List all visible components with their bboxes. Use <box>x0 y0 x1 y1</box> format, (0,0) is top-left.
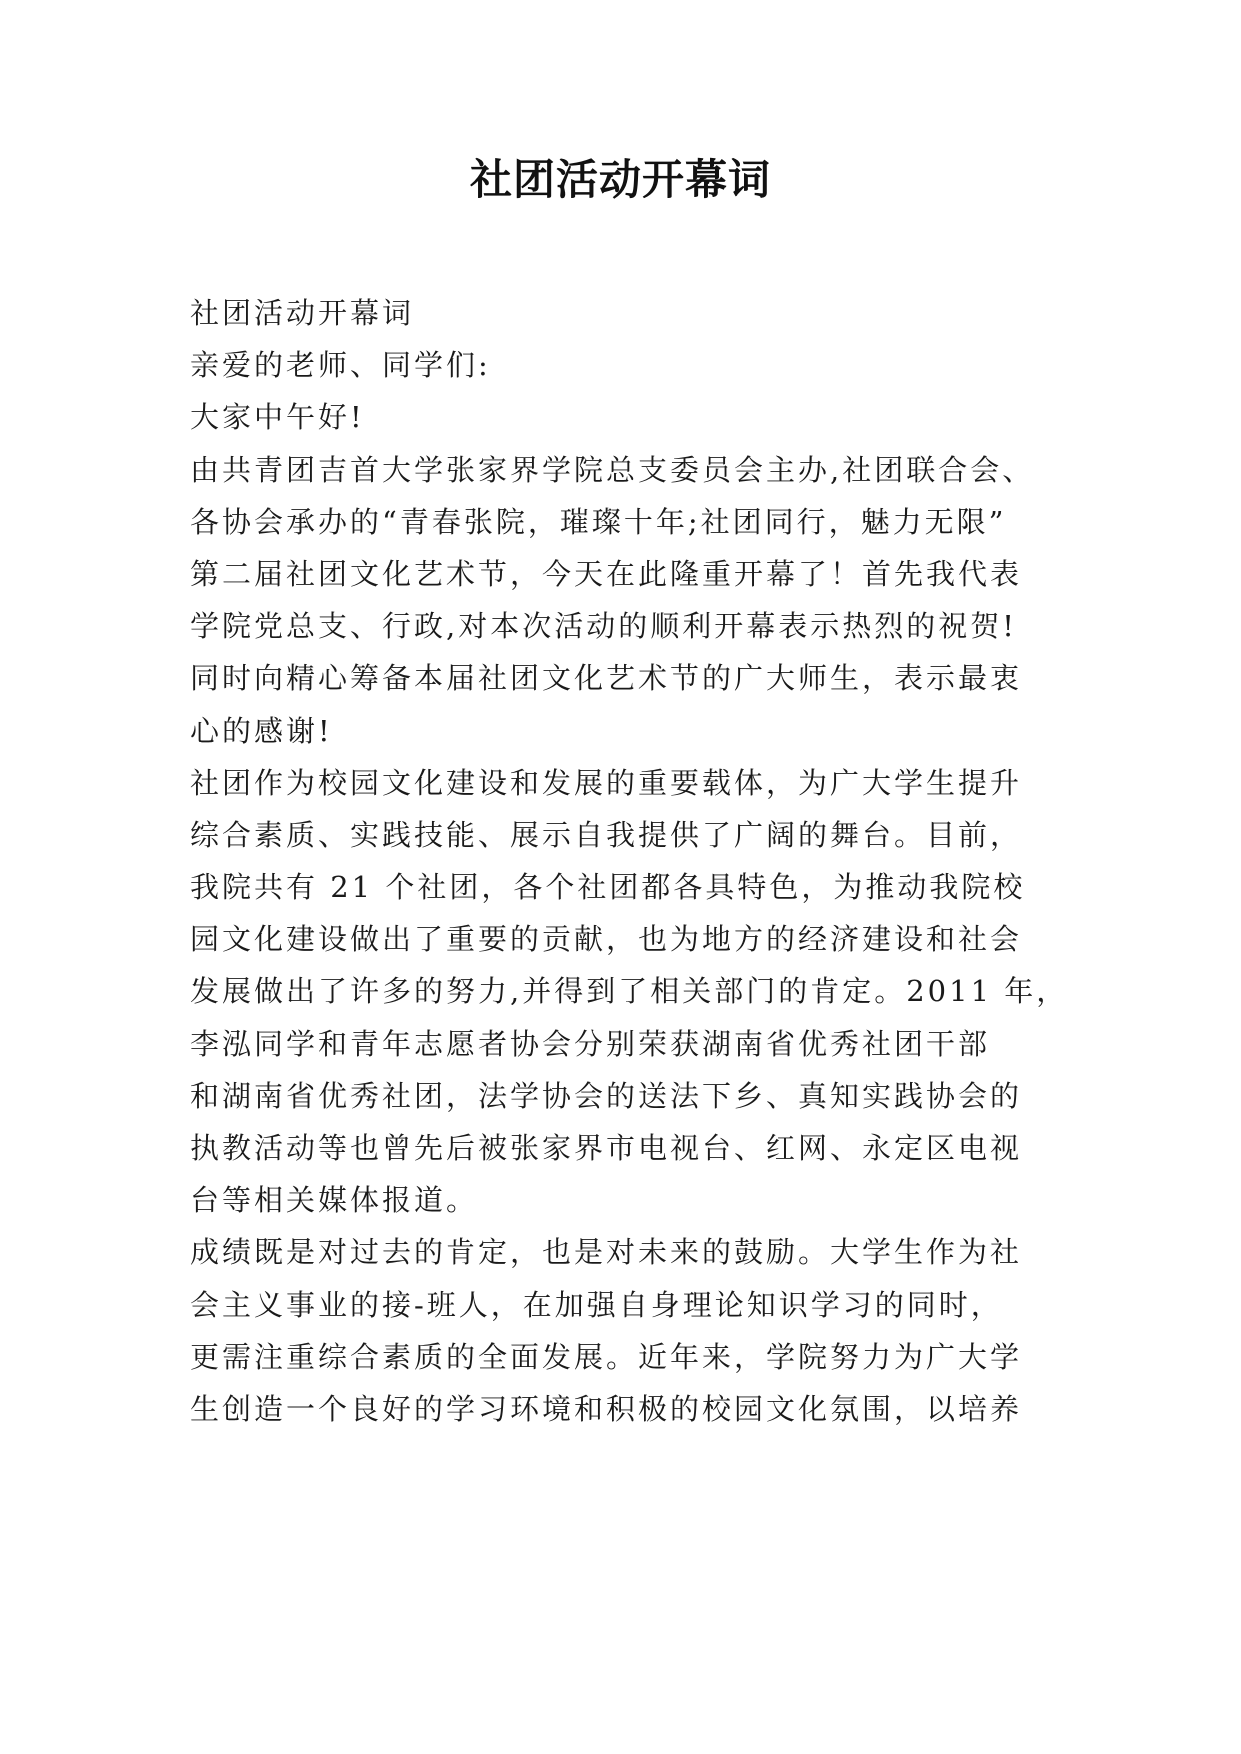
text-line: 社团活动开幕词 <box>190 296 415 330</box>
text-line: 更需注重综合素质的全面发展。近年来，学院努力为广大学 <box>190 1339 1023 1374</box>
document-title: 社团活动开幕词 <box>469 155 771 204</box>
text-line: 园文化建设做出了重要的贡献，也为地方的经济建设和社会 <box>190 922 1023 957</box>
text-line: 成绩既是对过去的肯定，也是对未来的鼓励。大学生作为社 <box>190 1235 1023 1270</box>
text-line: 由共青团吉首大学张家界学院总支委员会主办,社团联合会、 <box>190 452 1035 487</box>
text-line: 大家中午好! <box>190 400 365 435</box>
text-line: 第二届社团文化艺术节，今天在此隆重开幕了！首先我代表 <box>190 556 1023 591</box>
text-line: 我院共有 21 个社团，各个社团都各具特色，为推动我院校 <box>190 870 1026 905</box>
text-line: 会主义事业的接-班人，在加强自身理论知识学习的同时， <box>190 1287 1003 1322</box>
text-line: 台等相关媒体报道。 <box>190 1183 479 1218</box>
text-line: 学院党总支、行政,对本次活动的顺利开幕表示热烈的祝贺! <box>190 609 1017 644</box>
text-line: 发展做出了许多的努力,并得到了相关部门的肯定。2011 年， <box>190 974 1069 1009</box>
text-line: 各协会承办的“青春张院，璀璨十年;社团同行，魅力无限” <box>190 504 1007 539</box>
text-line: 综合素质、实践技能、展示自我提供了广阔的舞台。目前， <box>190 817 1023 852</box>
text-line: 亲爱的老师、同学们: <box>190 348 491 383</box>
text-line: 生创造一个良好的学习环境和积极的校园文化氛围，以培养 <box>190 1391 1023 1426</box>
text-line: 李泓同学和青年志愿者协会分别荣获湖南省优秀社团干部 <box>190 1026 991 1061</box>
document-body <box>190 287 1070 1435</box>
text-line: 执教活动等也曾先后被张家界市电视台、红网、永定区电视 <box>190 1131 1023 1165</box>
text-line: 和湖南省优秀社团，法学协会的送法下乡、真知实践协会的 <box>190 1078 1023 1113</box>
text-line: 心的感谢! <box>190 713 333 748</box>
text-line: 同时向精心筹备本届社团文化艺术节的广大师生，表示最衷 <box>190 661 1023 696</box>
text-line: 社团作为校园文化建设和发展的重要载体，为广大学生提升 <box>190 765 1023 800</box>
